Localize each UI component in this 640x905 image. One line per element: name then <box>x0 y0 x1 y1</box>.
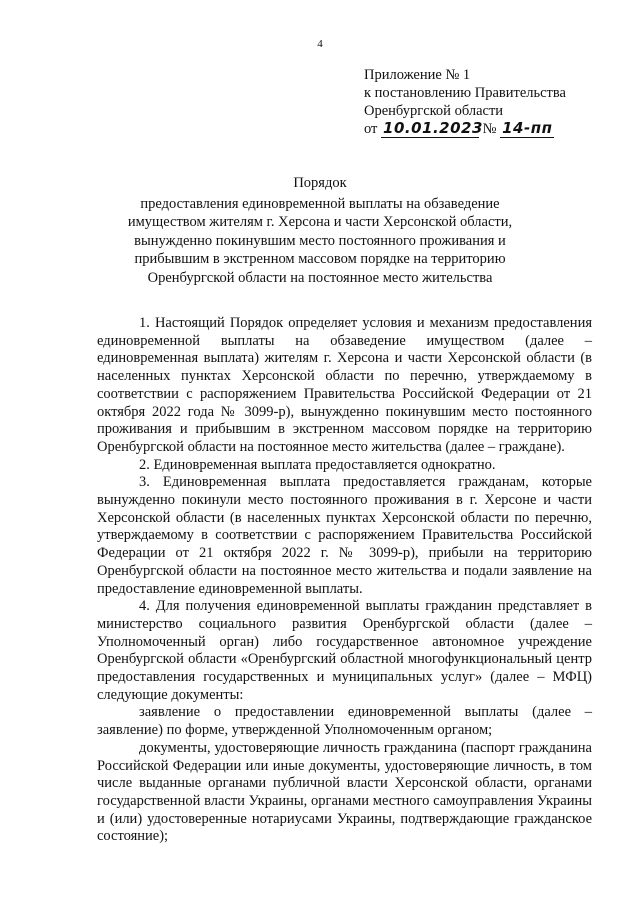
document-title <box>60 174 580 287</box>
date-field <box>381 119 483 138</box>
handwritten-number: 14-пп <box>502 119 553 137</box>
paragraph-1: 1. Настоящий Порядок определяет условия и механизм предоставления единовременной выплаты на обзаведение имуществом (далее – единовременная выплата) жителям г. Херсона и части Херсонской области (в населенных пунктах Херсонской области по перечню, утверждаемому в соответствии с распоряжением Правительства Российской Федерации от 21 октября 2022 года № 3099-р), вынужденно покинувшим место постоянного проживания и прибывшим в экстренном массовом порядке на территорию Оренбургской области на постоянное место жительства (далее – граждане). <box>97 315 592 455</box>
appendix-line-1: Приложение № 1 <box>364 67 471 83</box>
title-line: имуществом жителям г. Херсона и части Херсонской области, <box>127 214 513 230</box>
appendix-line-2: к постановлению Правительства <box>364 85 566 101</box>
paragraph-2: 2. Единовременная выплата предоставляется однократно. <box>139 456 496 473</box>
title-line: предоставления единовременной выплаты на обзаведение <box>140 195 500 212</box>
number-prefix: № <box>482 121 497 137</box>
handwritten-date: 10.01.2023 <box>383 119 483 137</box>
date-prefix: от <box>364 121 378 137</box>
paragraph-4: 4. Для получения единовременной выплаты гражданин представляет в министерство социального развития Оренбургской области (далее – Уполномоченный орган) либо государственное автономное учреждение Оренбургской области «Оренбургский областной многофункциональный центр предоставления государственных и муниципальных услуг» (далее – МФЦ) следующие документы: <box>97 598 592 703</box>
title-heading: Порядок <box>293 175 347 191</box>
number-field <box>500 121 554 138</box>
document-body <box>97 315 592 846</box>
page-number: 4 <box>317 38 323 50</box>
appendix-date-number-line <box>364 120 566 138</box>
title-line: вынужденно покинувшим место постоянного проживания и <box>134 232 506 249</box>
paragraph-item-identity-documents: документы, удостоверяющие личность гражданина (паспорт гражданина Российской Федерации или иные документы, удостоверяющие личность, в том числе выданные органами публичной власти Херсонской области, органами государственной власти Украины, органами местного самоуправления Украины и (или) удостоверенные нотариусами Украины, подтверждающие гражданское состояние); <box>97 739 592 845</box>
appendix-header <box>364 66 566 138</box>
title-line: Оренбургской области на постоянное место жительства <box>147 269 493 286</box>
paragraph-item-application: заявление о предоставлении единовременной выплаты (далее – заявление) по форме, утвержденной Уполномоченным органом; <box>97 704 592 739</box>
title-line: прибывшим в экстренном массовом порядке на территорию <box>134 251 506 267</box>
appendix-line-3: Оренбургской области <box>364 103 504 119</box>
paragraph-3: 3. Единовременная выплата предоставляется гражданам, которые вынужденно покинули место постоянного проживания в г. Херсоне и части Херсонской области (в населенных пунктах Херсонской области по перечню, утверждаемому в соответствии с распоряжением Правительства Российской Федерации от 21 октября 2022 г. № 3099-р), прибыли на территорию Оренбургской области на постоянное место жительства и подали заявление на предоставление единовременной выплаты. <box>97 474 592 597</box>
